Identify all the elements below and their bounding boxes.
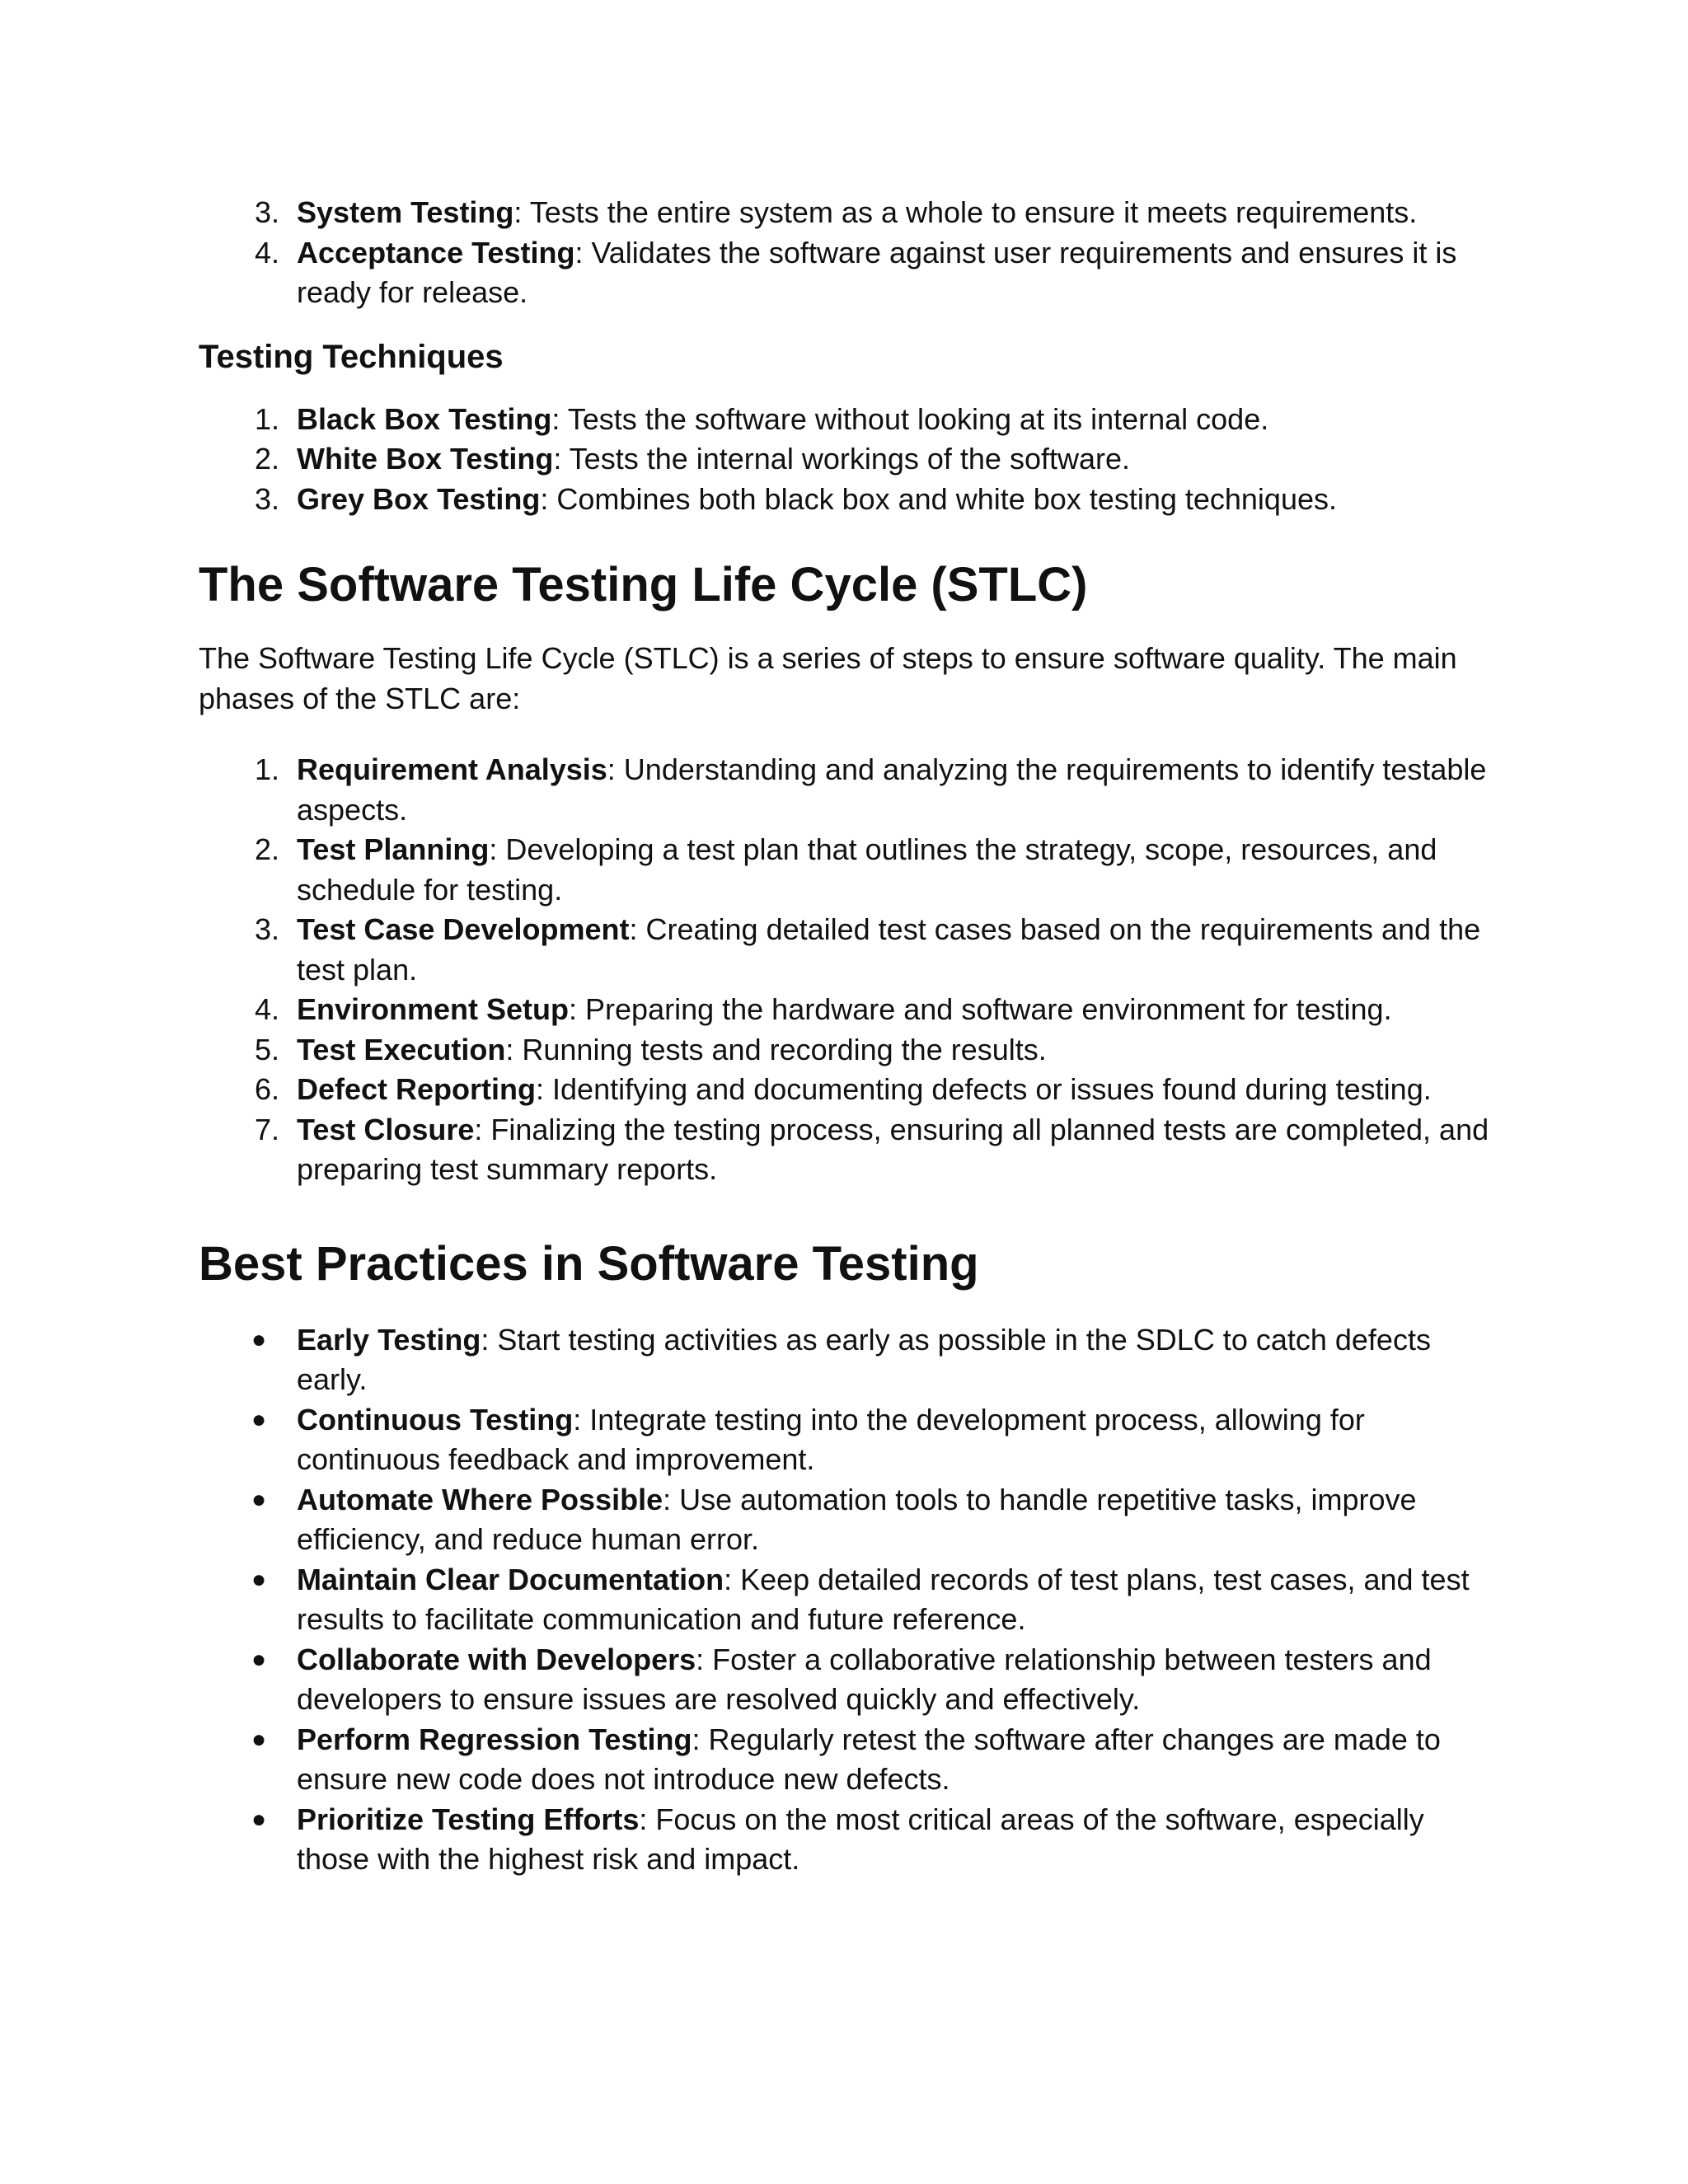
list-item [199,830,1501,910]
list-number: 3. [254,912,279,946]
list-term: Automate Where Possible [297,1482,663,1516]
list-item [199,1110,1501,1190]
list-term: Test Planning [297,832,490,866]
list-term: Maintain Clear Documentation [297,1562,724,1596]
list-desc: : Use automation tools to handle repetitive tasks, improve efficiency, and reduce human error. [297,1482,1417,1556]
list-number: 3. [254,195,279,229]
list-desc: : Validates the software against user requirements and ensures it is ready for release. [297,235,1457,309]
list-desc: : Start testing activities as early as possible in the SDLC to catch defects early. [297,1322,1431,1396]
list-desc: : Finalizing the testing process, ensuring all planned tests are completed, and preparing test summary reports. [297,1112,1489,1186]
list-item [199,1640,1501,1720]
list-desc: : Running tests and recording the results. [505,1032,1047,1066]
list-desc: : Tests the software without looking at its internal code. [551,401,1269,436]
stlc-heading: The Software Testing Life Cycle (STLC) [199,558,1088,612]
list-number: 7. [254,1112,279,1146]
list-term: Test Case Development [297,912,630,946]
list-term: Continuous Testing [297,1402,574,1436]
bullet-icon: ● [251,1725,267,1753]
list-number: 5. [254,1032,279,1066]
list-number: 1. [254,752,279,786]
list-number: 1. [254,401,279,436]
bullet-icon: ● [251,1645,267,1673]
list-item [199,1480,1501,1560]
bullet-icon: ● [251,1485,267,1513]
bullet-icon: ● [251,1805,267,1833]
list-item [199,233,1501,313]
list-term: Prioritize Testing Efforts [297,1802,640,1836]
list-item [199,400,1501,440]
best-practices-heading: Best Practices in Software Testing [199,1236,979,1291]
list-number: 4. [254,992,279,1026]
list-number: 2. [254,832,279,866]
list-item [199,910,1501,990]
list-item [199,1560,1501,1640]
list-item [199,1800,1501,1880]
list-item [199,1070,1501,1110]
list-term: System Testing [297,195,514,229]
best-practices-list [199,1320,1501,1880]
list-desc: : Integrate testing into the development process, allowing for continuous feedback and improvement. [297,1402,1365,1476]
list-term: Black Box Testing [297,401,552,436]
list-item [199,439,1501,480]
list-desc: : Tests the internal workings of the software. [553,442,1131,476]
list-desc: : Keep detailed records of test plans, test cases, and test results to facilitate communication and future reference. [297,1562,1470,1636]
document-page [199,193,1501,1880]
bullet-icon: ● [251,1405,267,1433]
list-item [199,1720,1501,1800]
list-item [199,1320,1501,1400]
list-number: 4. [254,235,279,269]
list-desc: : Preparing the hardware and software environment for testing. [569,992,1392,1026]
list-item [199,480,1501,520]
list-desc: : Combines both black box and white box testing techniques. [540,481,1337,516]
list-desc: : Identifying and documenting defects or issues found during testing. [536,1072,1432,1106]
bullet-icon: ● [251,1565,267,1593]
list-number: 2. [254,442,279,476]
list-desc: : Focus on the most critical areas of the software, especially those with the highest risk and impact. [297,1802,1424,1876]
list-desc: : Creating detailed test cases based on the requirements and the test plan. [297,912,1481,987]
list-desc: : Tests the entire system as a whole to ensure it meets requirements. [513,195,1418,229]
list-desc: : Regularly retest the software after changes are made to ensure new code does not introduce new defects. [297,1722,1441,1796]
stlc-intro: The Software Testing Life Cycle (STLC) is a series of steps to ensure software quality. The main phases of the STLC are: [199,641,1457,715]
list-item [199,750,1501,830]
list-term: Perform Regression Testing [297,1722,692,1756]
list-desc: : Foster a collaborative relationship between testers and developers to ensure issues are resolved quickly and effectively. [297,1642,1432,1716]
list-term: Collaborate with Developers [297,1642,696,1676]
list-item [199,1030,1501,1071]
list-desc: : Understanding and analyzing the requirements to identify testable aspects. [297,752,1487,827]
testing-techniques-heading: Testing Techniques [199,338,504,375]
list-term: Requirement Analysis [297,752,607,786]
list-item [199,193,1501,233]
list-term: Defect Reporting [297,1072,537,1106]
testing-levels-list [199,193,1501,313]
list-item [199,1400,1501,1480]
list-term: Early Testing [297,1322,481,1357]
list-term: Environment Setup [297,992,570,1026]
list-item [199,990,1501,1030]
testing-techniques-list [199,400,1501,520]
bullet-icon: ● [251,1325,267,1353]
list-term: White Box Testing [297,442,554,476]
list-term: Acceptance Testing [297,235,575,269]
list-number: 6. [254,1072,279,1106]
list-desc: : Developing a test plan that outlines the strategy, scope, resources, and schedule for testing. [297,832,1437,907]
list-term: Grey Box Testing [297,481,541,516]
list-term: Test Closure [297,1112,475,1146]
stlc-phases-list [199,750,1501,1190]
list-number: 3. [254,481,279,516]
list-term: Test Execution [297,1032,506,1066]
